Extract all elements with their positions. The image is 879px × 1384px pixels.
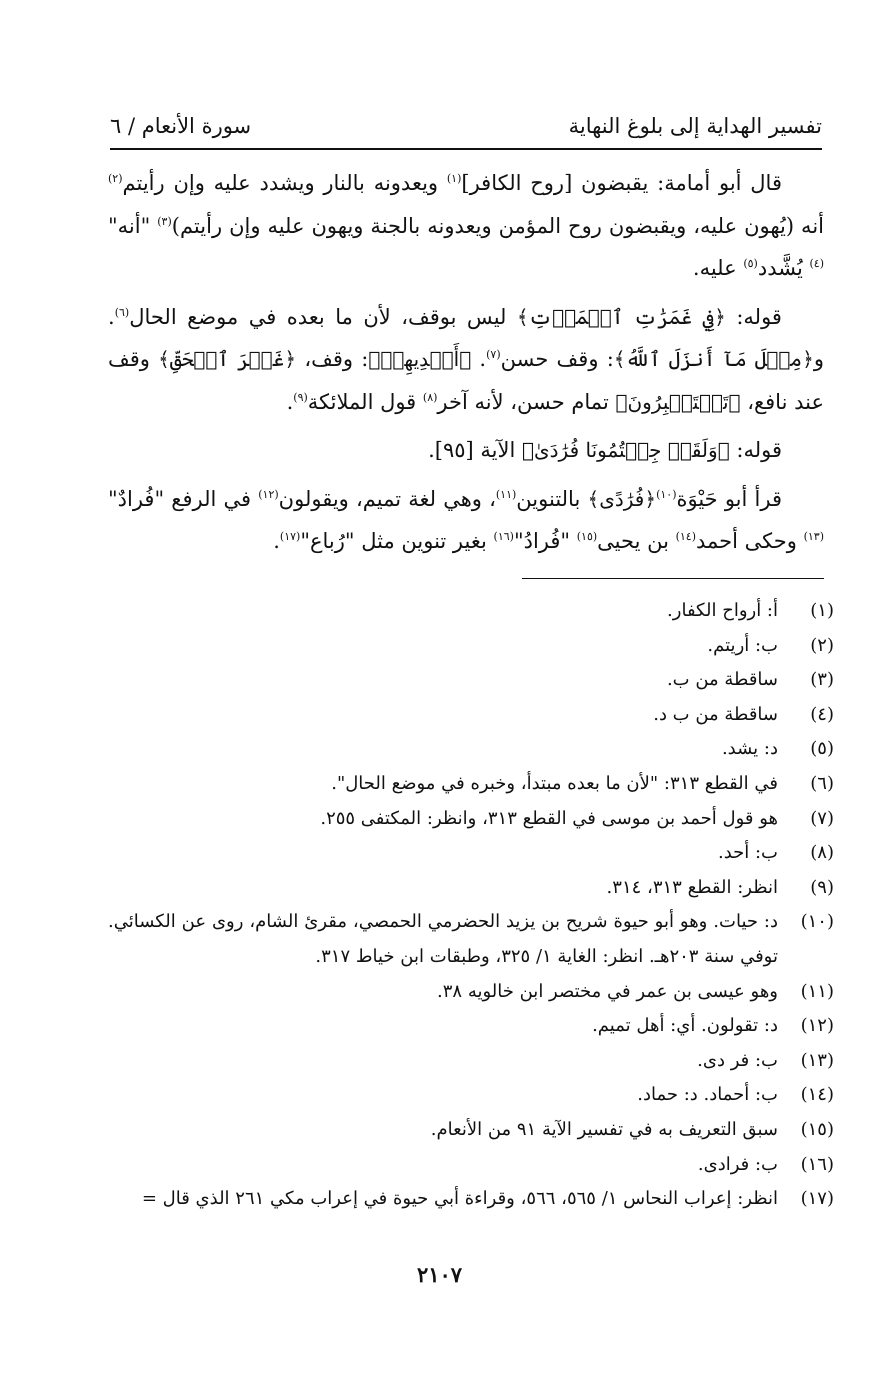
text-run: وقف عند نافع، [108, 347, 824, 414]
footnote-text: ب: فرادى. [697, 1153, 778, 1175]
footnote-ref: (١٧) [279, 530, 301, 543]
text-run: الآية [٩٥]. [428, 438, 522, 462]
footnote-ref: (١٦) [493, 530, 514, 543]
footnote-ref: (١٢) [258, 487, 279, 501]
footnote-ref: (٤) [809, 257, 824, 270]
paragraph-qiraat [108, 478, 824, 563]
text-run: قوله: [729, 438, 782, 462]
text-run: : وقف، [296, 347, 369, 371]
text-run: في الرفع "فُرادٌ" [108, 486, 259, 511]
text-run: قرأ أبو حَيْوَة [676, 486, 782, 511]
footnote-item [108, 1044, 834, 1079]
footnote-number: (٦) [810, 772, 834, 794]
text-run: . [471, 347, 487, 371]
footnote-ref: (١٤) [675, 530, 697, 543]
footnotes-list [108, 594, 834, 1217]
text-run: . [286, 389, 294, 414]
footnote-number: (٣) [810, 669, 834, 691]
footnote-number: (١١) [800, 980, 834, 1002]
text-run: تمام حسن، لأنه آخر [437, 389, 616, 414]
quran-quote: ﴿تَسۡتَكۡبِرُونَ﴾ [615, 389, 741, 414]
footnote-item [108, 1009, 834, 1044]
text-run: "فُرادُ" [513, 529, 577, 553]
footnote-item [108, 698, 834, 733]
footnote-text: هو قول أحمد بن موسى في القطع ٣١٣، وانظر: المكتفى ٢٥٥. [320, 807, 778, 829]
surah-name: سورة الأنعام / ٦ [110, 114, 252, 138]
paragraph-verse-heading [108, 429, 824, 472]
paragraph-abu-umama [108, 162, 824, 290]
text-run: يُشَّدد [757, 256, 810, 280]
footnote-item [108, 594, 834, 629]
footnote-text: وهو عيسى بن عمر في مختصر ابن خالويه ٣٨. [437, 980, 778, 1002]
footnote-number: (٨) [810, 842, 834, 864]
footnote-ref: (٣) [157, 214, 172, 228]
footnote-number: (١٠) [800, 911, 834, 933]
paragraph-waqf [108, 296, 824, 424]
running-header [110, 106, 822, 146]
main-text [108, 162, 824, 563]
book-title: تفسير الهداية إلى بلوغ النهاية [568, 114, 822, 138]
footnote-text: ساقطة من ب. [666, 669, 778, 691]
footnote-item [108, 629, 834, 664]
text-run: قال أبو أمامة: يقبضون [روح الكافر] [461, 171, 782, 195]
footnote-text: انظر: إعراب النحاس ١/ ٥٦٥، ٥٦٦، وقراءة أبي حيوة في إعراب مكي ٢٦١ الذي قال = [141, 1188, 778, 1210]
footnote-ref: (١١) [495, 487, 517, 501]
footnote-text: سبق التعريف به في تفسير الآية ٩١ من الأنعام. [430, 1118, 778, 1140]
text-run: . [273, 529, 280, 553]
footnote-item [108, 1182, 834, 1217]
quran-quote: ﴿غَيۡرَ ٱلۡحَقِّ﴾ [158, 347, 297, 371]
header-rule [110, 148, 822, 150]
footnote-ref: (١٠) [656, 487, 677, 501]
text-run: وحكى أحمد [696, 529, 804, 553]
footnote-ref: (٥) [743, 257, 758, 270]
footnote-text: ب: فر دى. [697, 1049, 778, 1071]
footnote-number: (١٥) [800, 1118, 834, 1140]
text-run: بالتنوين [516, 486, 588, 511]
footnote-number: (١٣) [800, 1049, 834, 1071]
text-run: . و [108, 304, 825, 371]
footnote-text: أ: أرواح الكفار. [667, 600, 778, 621]
footnote-number: (١٤) [800, 1084, 834, 1106]
footnote-number: (١٧) [800, 1188, 834, 1210]
text-run: أنه (يُهون عليه، ويقبضون روح المؤمن ويعدونه بالجنة ويهون عليه وإن رأيتم) [171, 213, 824, 238]
footnote-ref: (١) [446, 172, 462, 185]
footnote-ref: (٨) [422, 390, 438, 404]
quran-quote: ﴿فِي غَمَرَٰتِ ٱلۡمَوۡتِ﴾ [516, 304, 726, 329]
text-run: قول الملائكة [307, 389, 423, 414]
footnote-item [108, 732, 834, 767]
footnote-text: انظر: القطع ٣١٣، ٣١٤. [606, 876, 778, 898]
quran-quote: ﴿مِثۡلَ مَآ أَنزَلَ ٱللَّهُ﴾ [613, 347, 814, 371]
footnote-text: د: تقولون. أي: أهل تميم. [592, 1015, 778, 1037]
footnote-text: د: يشد. [721, 738, 778, 760]
footnote-item [108, 905, 834, 974]
footnote-ref: (١٣) [803, 530, 824, 543]
footnote-number: (٥) [810, 738, 834, 760]
footnote-number: (٧) [810, 807, 834, 829]
footnote-number: (١٦) [800, 1153, 834, 1175]
footnote-text: ب: أريتم. [707, 634, 778, 656]
quran-quote: ﴿فُرَٰدًى﴾ [587, 486, 657, 511]
footnote-ref: (٢) [108, 172, 123, 185]
footnote-number: (١٢) [800, 1015, 834, 1037]
footnote-item [108, 1078, 834, 1113]
footnote-text: ساقطة من ب د. [653, 703, 778, 725]
text-run: : وقف حسن [500, 347, 614, 371]
text-run: "أنه" [108, 213, 158, 238]
footnote-separator [522, 578, 824, 579]
footnote-text: د: حيات. وهو أبو حيوة شريح بن يزيد الحضرمي الحمصي، مقرئ الشام، روى عن الكسائي. توفي سنة ٢٠٣هـ. انظر: الغاية ١/ ٣٢٥، وطبقات ابن خياط ٣١٧. [108, 911, 778, 967]
text-run: بن يحيى [597, 529, 676, 553]
footnote-item [108, 871, 834, 906]
quran-quote: ﴿وَلَقَدۡ جِئۡتُمُونَا فُرَٰدَىٰ﴾ [521, 438, 730, 462]
footnote-ref: (٩) [293, 390, 308, 404]
footnote-text: ب: أحماد. د: حماد. [637, 1084, 778, 1106]
text-run: بغير تنوين مثل "رُباع" [300, 529, 494, 553]
footnote-number: (١) [810, 600, 834, 621]
footnote-item [108, 975, 834, 1010]
footnote-item [108, 802, 834, 837]
footnote-item [108, 767, 834, 802]
footnote-ref: (٧) [486, 348, 501, 361]
footnote-ref: (١٥) [576, 530, 598, 543]
footnote-text: في القطع ٣١٣: "لأن ما بعده مبتدأ، وخبره في موضع الحال". [331, 772, 778, 794]
footnote-ref: (٦) [114, 305, 130, 319]
text-run: ويعدونه بالنار ويشدد عليه وإن رأيتم [122, 171, 447, 195]
text-run: قوله: [725, 304, 782, 329]
quran-quote: ﴿أَيۡدِيهِمۡ﴾ [368, 347, 472, 371]
footnote-number: (٩) [810, 876, 834, 898]
footnote-number: (٢) [810, 634, 834, 656]
text-run: ليس بوقف، لأن ما بعده في موضع الحال [129, 304, 517, 329]
footnote-item [108, 1113, 834, 1148]
footnote-number: (٤) [810, 703, 834, 725]
footnote-item [108, 836, 834, 871]
footnote-item [108, 1148, 834, 1183]
text-run: عليه. [692, 256, 744, 280]
page-number: ٢١٠٧ [416, 1262, 463, 1287]
footnote-item [108, 663, 834, 698]
footnote-text: ب: أحد. [717, 842, 778, 864]
text-run: ، وهي لغة تميم، ويقولون [278, 486, 496, 511]
